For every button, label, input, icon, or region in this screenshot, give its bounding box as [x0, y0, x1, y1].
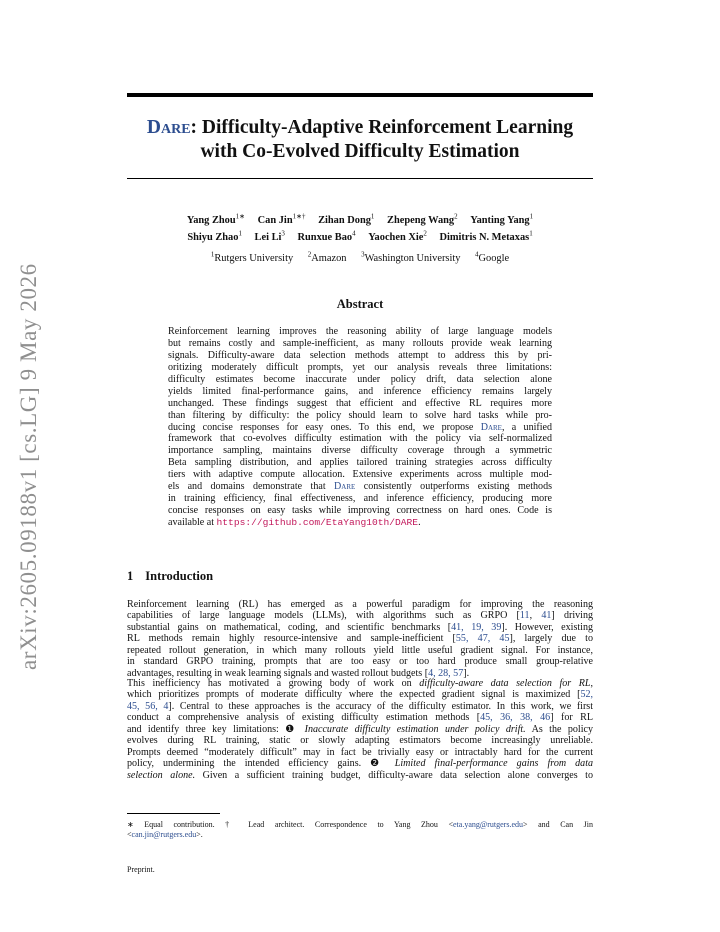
author-row-1: [127, 211, 593, 227]
footnote-rule: [127, 813, 220, 814]
abstract-line: available at https://github.com/EtaYang10th/DARE.: [168, 517, 421, 528]
body-line: 45, 56, 4]. Central to these approaches is the accuracy of the difficulty estimator. In this work, we first: [127, 700, 593, 712]
footnote: [127, 820, 593, 840]
section-number: 1: [127, 569, 134, 583]
abstract-line: oritizing moderately difficult prompts, yet our analysis reveals three limitations:: [168, 361, 552, 373]
title-line1: : Difficulty-Adaptive Reinforcement Learning: [190, 117, 574, 138]
abstract-line: yields limited final-performance gains, and inference efficiency remains largely: [168, 385, 552, 397]
affiliation: $^3$Washington University: [361, 251, 461, 265]
title-rule-bottom: [127, 178, 593, 179]
author: Zhepeng Wang$^2$: [387, 213, 458, 227]
code-url-link[interactable]: https://github.com/EtaYang10th/DARE: [216, 517, 419, 528]
body-line: advantages, resulting in weak learning signals and wasted rollout budgets [4, 28, 57].: [127, 667, 470, 679]
author: Runxue Bao$^4$: [297, 229, 356, 243]
author-list: [127, 211, 593, 244]
citation-link[interactable]: 4, 28, 57: [428, 667, 464, 679]
abstract-line: importance sampling, maintains diverse difficulty coverage through a symmetric: [168, 445, 552, 457]
body-line: conduct a comprehensive analysis of existing difficulty estimation methods [45, 36, 38, 46] for RL: [127, 712, 593, 724]
abstract-line: in training efficiency, final effectiveness, and inference efficiency, producing more: [168, 493, 552, 505]
abstract-line: Beta sampling distribution, and applies tailored training strategies across difficulty: [168, 457, 552, 469]
email-link[interactable]: can.jin@rutgers.edu: [131, 830, 197, 839]
author: Zihan Dong$^1$: [318, 213, 375, 227]
preprint-label: Preprint.: [127, 865, 155, 874]
citation-link[interactable]: 45, 56, 4: [127, 700, 169, 712]
title-rule-top: [127, 93, 593, 97]
body-line: and identify three key limitations: ❶ Inaccurate difficulty estimation under policy drift. As the policy: [127, 723, 593, 735]
body-line: capabilities of large language models (LLMs), with algorithms such as GRPO [11, 41] driving: [127, 610, 593, 622]
abstract-heading: Abstract: [336, 297, 384, 311]
abstract-line: concise responses on easy tasks while improving correctness on hard ones. Code is: [168, 505, 552, 517]
abstract-line: els and domains demonstrate that Dare consistently outperforms existing methods: [168, 481, 552, 493]
abstract-body: [168, 326, 552, 529]
author: Can Jin$^{1∗\dagger}$: [257, 213, 306, 227]
author: Shiyu Zhao$^1$: [187, 229, 242, 243]
abstract-line: framework that co-evolves difficulty estimation with the policy via self-normalized: [168, 433, 552, 445]
abstract-line: signals. Difficulty-aware data selection methods attempt to address this by pri-: [168, 349, 552, 361]
abstract-line: difficulty estimates become inaccurate under policy drift, data selection alone: [168, 373, 552, 385]
affiliation: $^2$Amazon: [307, 251, 347, 265]
affiliation: $^4$Google: [475, 251, 510, 265]
author: Yaochen Xie$^2$: [368, 229, 427, 243]
author: Lei Li$^3$: [254, 229, 285, 243]
body-line: evolves during RL training, static or slowly adapting estimators become increasingly unreliable.: [127, 735, 593, 747]
author: Yang Zhou$^{1∗}$: [186, 213, 246, 227]
email-link[interactable]: eta.yang@rutgers.edu: [453, 820, 524, 829]
citation-link[interactable]: 41, 19, 39: [451, 621, 502, 633]
abstract-line: unchanged. These findings suggest that efficient and effective RL requires more: [168, 397, 552, 409]
footnote-line: <can.jin@rutgers.edu>.: [127, 830, 203, 839]
method-link[interactable]: Dare: [480, 421, 502, 433]
intro-paragraph-1: [127, 599, 593, 679]
abstract-line: tiers with adaptive compute allocation. Extensive experiments across multiple mod-: [168, 469, 552, 481]
arxiv-stamp: arXiv:2605.09188v1 [cs.LG] 9 May 2026: [16, 263, 41, 670]
affiliations: [127, 251, 593, 264]
affiliation: $^1$Rutgers University: [210, 251, 294, 265]
method-link[interactable]: Dare: [334, 481, 356, 493]
citation-link[interactable]: 55, 47, 45: [455, 633, 510, 645]
author: Yanting Yang$^1$: [470, 213, 534, 227]
body-line: repeated rollout generation, in which many rollouts yield little useful gradient signal. For instance,: [127, 644, 593, 656]
body-line: Prompts deemed “moderately difficult” may in fact be trivially easy or intractably hard for the current: [127, 746, 593, 758]
section-heading: [127, 569, 213, 584]
author-row-2: [127, 227, 593, 243]
author: Dimitris N. Metaxas$^1$: [439, 229, 533, 243]
abstract-line: Reinforcement learning improves the reasoning ability of large language models: [168, 326, 552, 337]
body-line: This inefficiency has motivated a growing body of work on difficulty-aware data selection for RL,: [127, 678, 593, 689]
citation-link[interactable]: 45, 36, 38, 46: [480, 712, 551, 724]
paper-title: [127, 116, 593, 164]
title-line2: with Co-Evolved Difficulty Estimation: [200, 141, 520, 162]
body-line: which prioritizes prompts of moderate difficulty where the expected gradient signal is maximized [52,: [127, 689, 593, 701]
body-line: substantial gains on mathematical, coding, and scientific benchmarks [41, 19, 39]. However, existing: [127, 621, 593, 633]
section-title: Introduction: [145, 569, 214, 583]
abstract-line: than filtering by difficulty: the policy should learn to solve hard tasks while pro-: [168, 409, 552, 421]
abstract-line: ducing concise responses for easy ones. To this end, we propose Dare, a unified: [168, 421, 552, 433]
citation-link[interactable]: 41: [541, 610, 552, 622]
body-line: selection alone. Given a sufficient training budget, difficulty-aware data selection alone converges to: [127, 769, 593, 781]
intro-paragraph-2: [127, 678, 593, 781]
abstract-line: but remains costly and sample-inefficient, as many rollouts provide weak learning: [168, 337, 552, 349]
body-line: policy, undermining the intended efficiency gains. ❷ Limited final-performance gains from data: [127, 758, 593, 770]
citation-link[interactable]: 52,: [580, 689, 593, 701]
body-line: RL methods remain highly resource-intensive and sample-inefficient [55, 47, 45], largely due to: [127, 633, 593, 645]
body-line: in standard GRPO training, prompts that are too easy or too hard produce small group-relative: [127, 656, 593, 668]
citation-link[interactable]: 11: [519, 610, 530, 622]
footnote-line: ∗ Equal contribution. † Lead architect. Correspondence to Yang Zhou <eta.yang@rutgers.edu> and Can Jin: [127, 820, 593, 829]
body-line: Reinforcement learning (RL) has emerged as a powerful paradigm for improving the reasoning: [127, 599, 593, 610]
method-name: Dare: [146, 117, 191, 138]
